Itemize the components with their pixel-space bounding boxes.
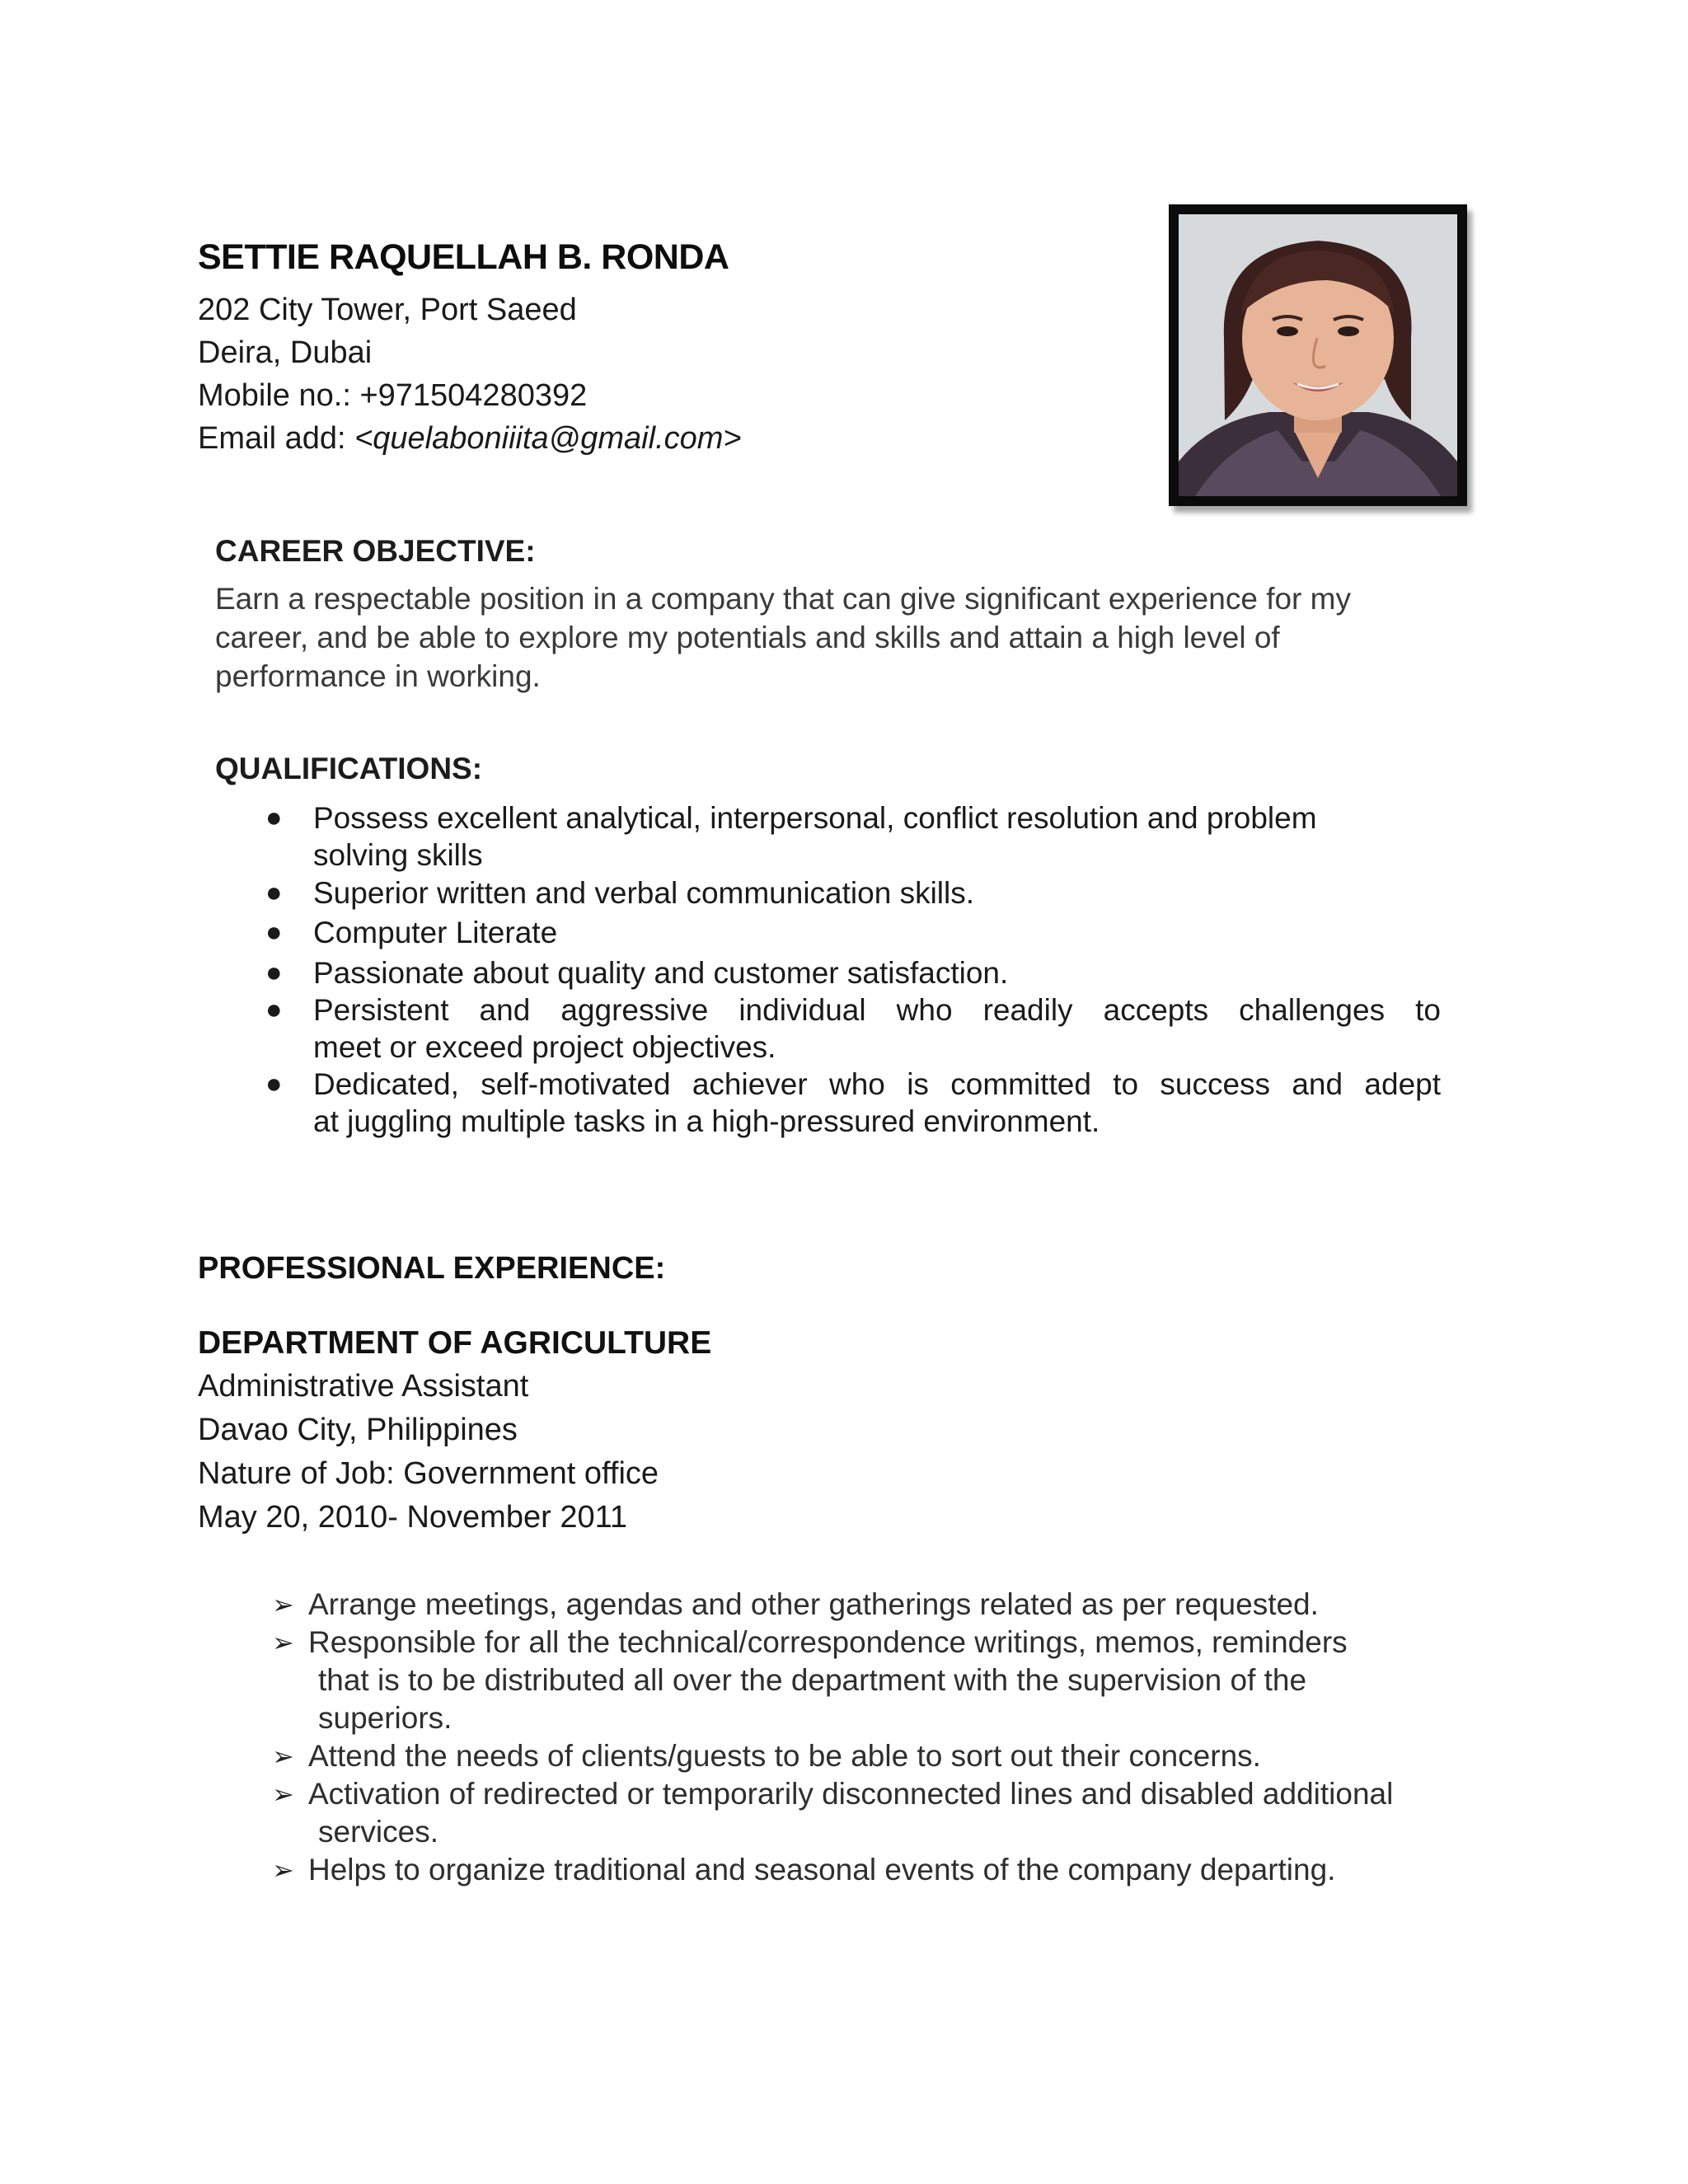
list-item [265, 874, 1441, 912]
list-item [265, 914, 1441, 951]
address-line-2: Deira, Dubai [198, 335, 373, 370]
bullet-icon: ● [265, 957, 283, 988]
arrow-bullet-icon: ➢ [272, 1741, 294, 1771]
list-item-line: Superior written and verbal communication skills. [313, 876, 975, 910]
employer-name: DEPARTMENT OF AGRICULTURE [198, 1325, 712, 1361]
address-line-1: 202 City Tower, Port Saeed [198, 293, 577, 327]
list-item-line: superiors. [318, 1701, 452, 1735]
list-item-line: Persistent and aggressive individual who readily accepts challenges to [313, 993, 1441, 1027]
list-item-line: at juggling multiple tasks in a high-pressured environment. [313, 1104, 1100, 1138]
job-nature: Nature of Job: Government office [198, 1456, 659, 1491]
list-item-line: Helps to organize traditional and seasonal events of the company departing. [308, 1853, 1336, 1886]
career-objective-text [215, 579, 1351, 696]
list-item [272, 1775, 1394, 1851]
list-item-line: services. [318, 1815, 438, 1849]
portrait-illustration [1179, 214, 1457, 496]
email-label: Email add: [198, 421, 355, 456]
arrow-bullet-icon: ➢ [272, 1590, 294, 1619]
job-details [198, 1365, 659, 1540]
arrow-bullet-icon: ➢ [272, 1628, 294, 1657]
arrow-bullet-icon: ➢ [272, 1855, 294, 1885]
list-item [272, 1737, 1393, 1775]
list-item [265, 1066, 1441, 1140]
career-objective-line: Earn a respectable position in a company that can give significant experience for my [215, 582, 1351, 616]
bullet-icon: ● [265, 877, 283, 908]
list-item-line: meet or exceed project objectives. [313, 1030, 776, 1064]
list-item [272, 1586, 1393, 1624]
job-location: Davao City, Philippines [198, 1413, 518, 1447]
bullet-icon: ● [265, 802, 283, 833]
qualifications-list [265, 799, 1441, 1140]
profile-photo [1179, 214, 1457, 496]
list-item-line: Computer Literate [313, 916, 558, 949]
email-line [198, 417, 742, 460]
list-item [265, 991, 1441, 1066]
list-item-line: Dedicated, self-motivated achiever who is committed to success and adept [313, 1067, 1441, 1101]
job-dates: May 20, 2010- November 2011 [198, 1500, 628, 1535]
list-item [272, 1851, 1393, 1889]
candidate-name: SETTIE RAQUELLAH B. RONDA [198, 237, 729, 277]
list-item-line: solving skills [313, 838, 483, 872]
profile-photo-frame [1169, 204, 1467, 506]
qualifications-heading: QUALIFICATIONS: [215, 752, 483, 785]
professional-experience-heading: PROFESSIONAL EXPERIENCE: [198, 1251, 666, 1286]
career-objective-line: performance in working. [215, 659, 541, 693]
list-item-line: Attend the needs of clients/guests to be able to sort out their concerns. [308, 1739, 1261, 1773]
list-item-line: Possess excellent analytical, interpersonal, conflict resolution and problem [313, 801, 1317, 835]
list-item-line: Responsible for all the technical/correspondence writings, memos, reminders [308, 1625, 1348, 1659]
list-item [272, 1624, 1393, 1737]
career-objective-heading: CAREER OBJECTIVE: [215, 534, 536, 568]
bullet-icon: ● [265, 916, 283, 948]
list-item-line: that is to be distributed all over the department with the supervision of the [318, 1663, 1307, 1697]
list-item-line: Activation of redirected or temporarily disconnected lines and disabled additional [308, 1777, 1394, 1811]
list-item [265, 799, 1441, 874]
arrow-bullet-icon: ➢ [272, 1779, 294, 1809]
list-item-line: Passionate about quality and customer satisfaction. [313, 956, 1009, 990]
bullet-icon: ● [265, 1068, 283, 1099]
job-position: Administrative Assistant [198, 1369, 529, 1404]
list-item [265, 954, 1441, 991]
email-address: <quelaboniiita@gmail.com> [354, 421, 742, 456]
mobile-number: Mobile no.: +971504280392 [198, 378, 588, 413]
job-duties-list [272, 1586, 1394, 1889]
bullet-icon: ● [265, 994, 283, 1025]
contact-block [198, 288, 742, 460]
list-item-line: Arrange meetings, agendas and other gatherings related as per requested. [308, 1587, 1319, 1621]
career-objective-line: career, and be able to explore my potentials and skills and attain a high level of [215, 621, 1280, 654]
